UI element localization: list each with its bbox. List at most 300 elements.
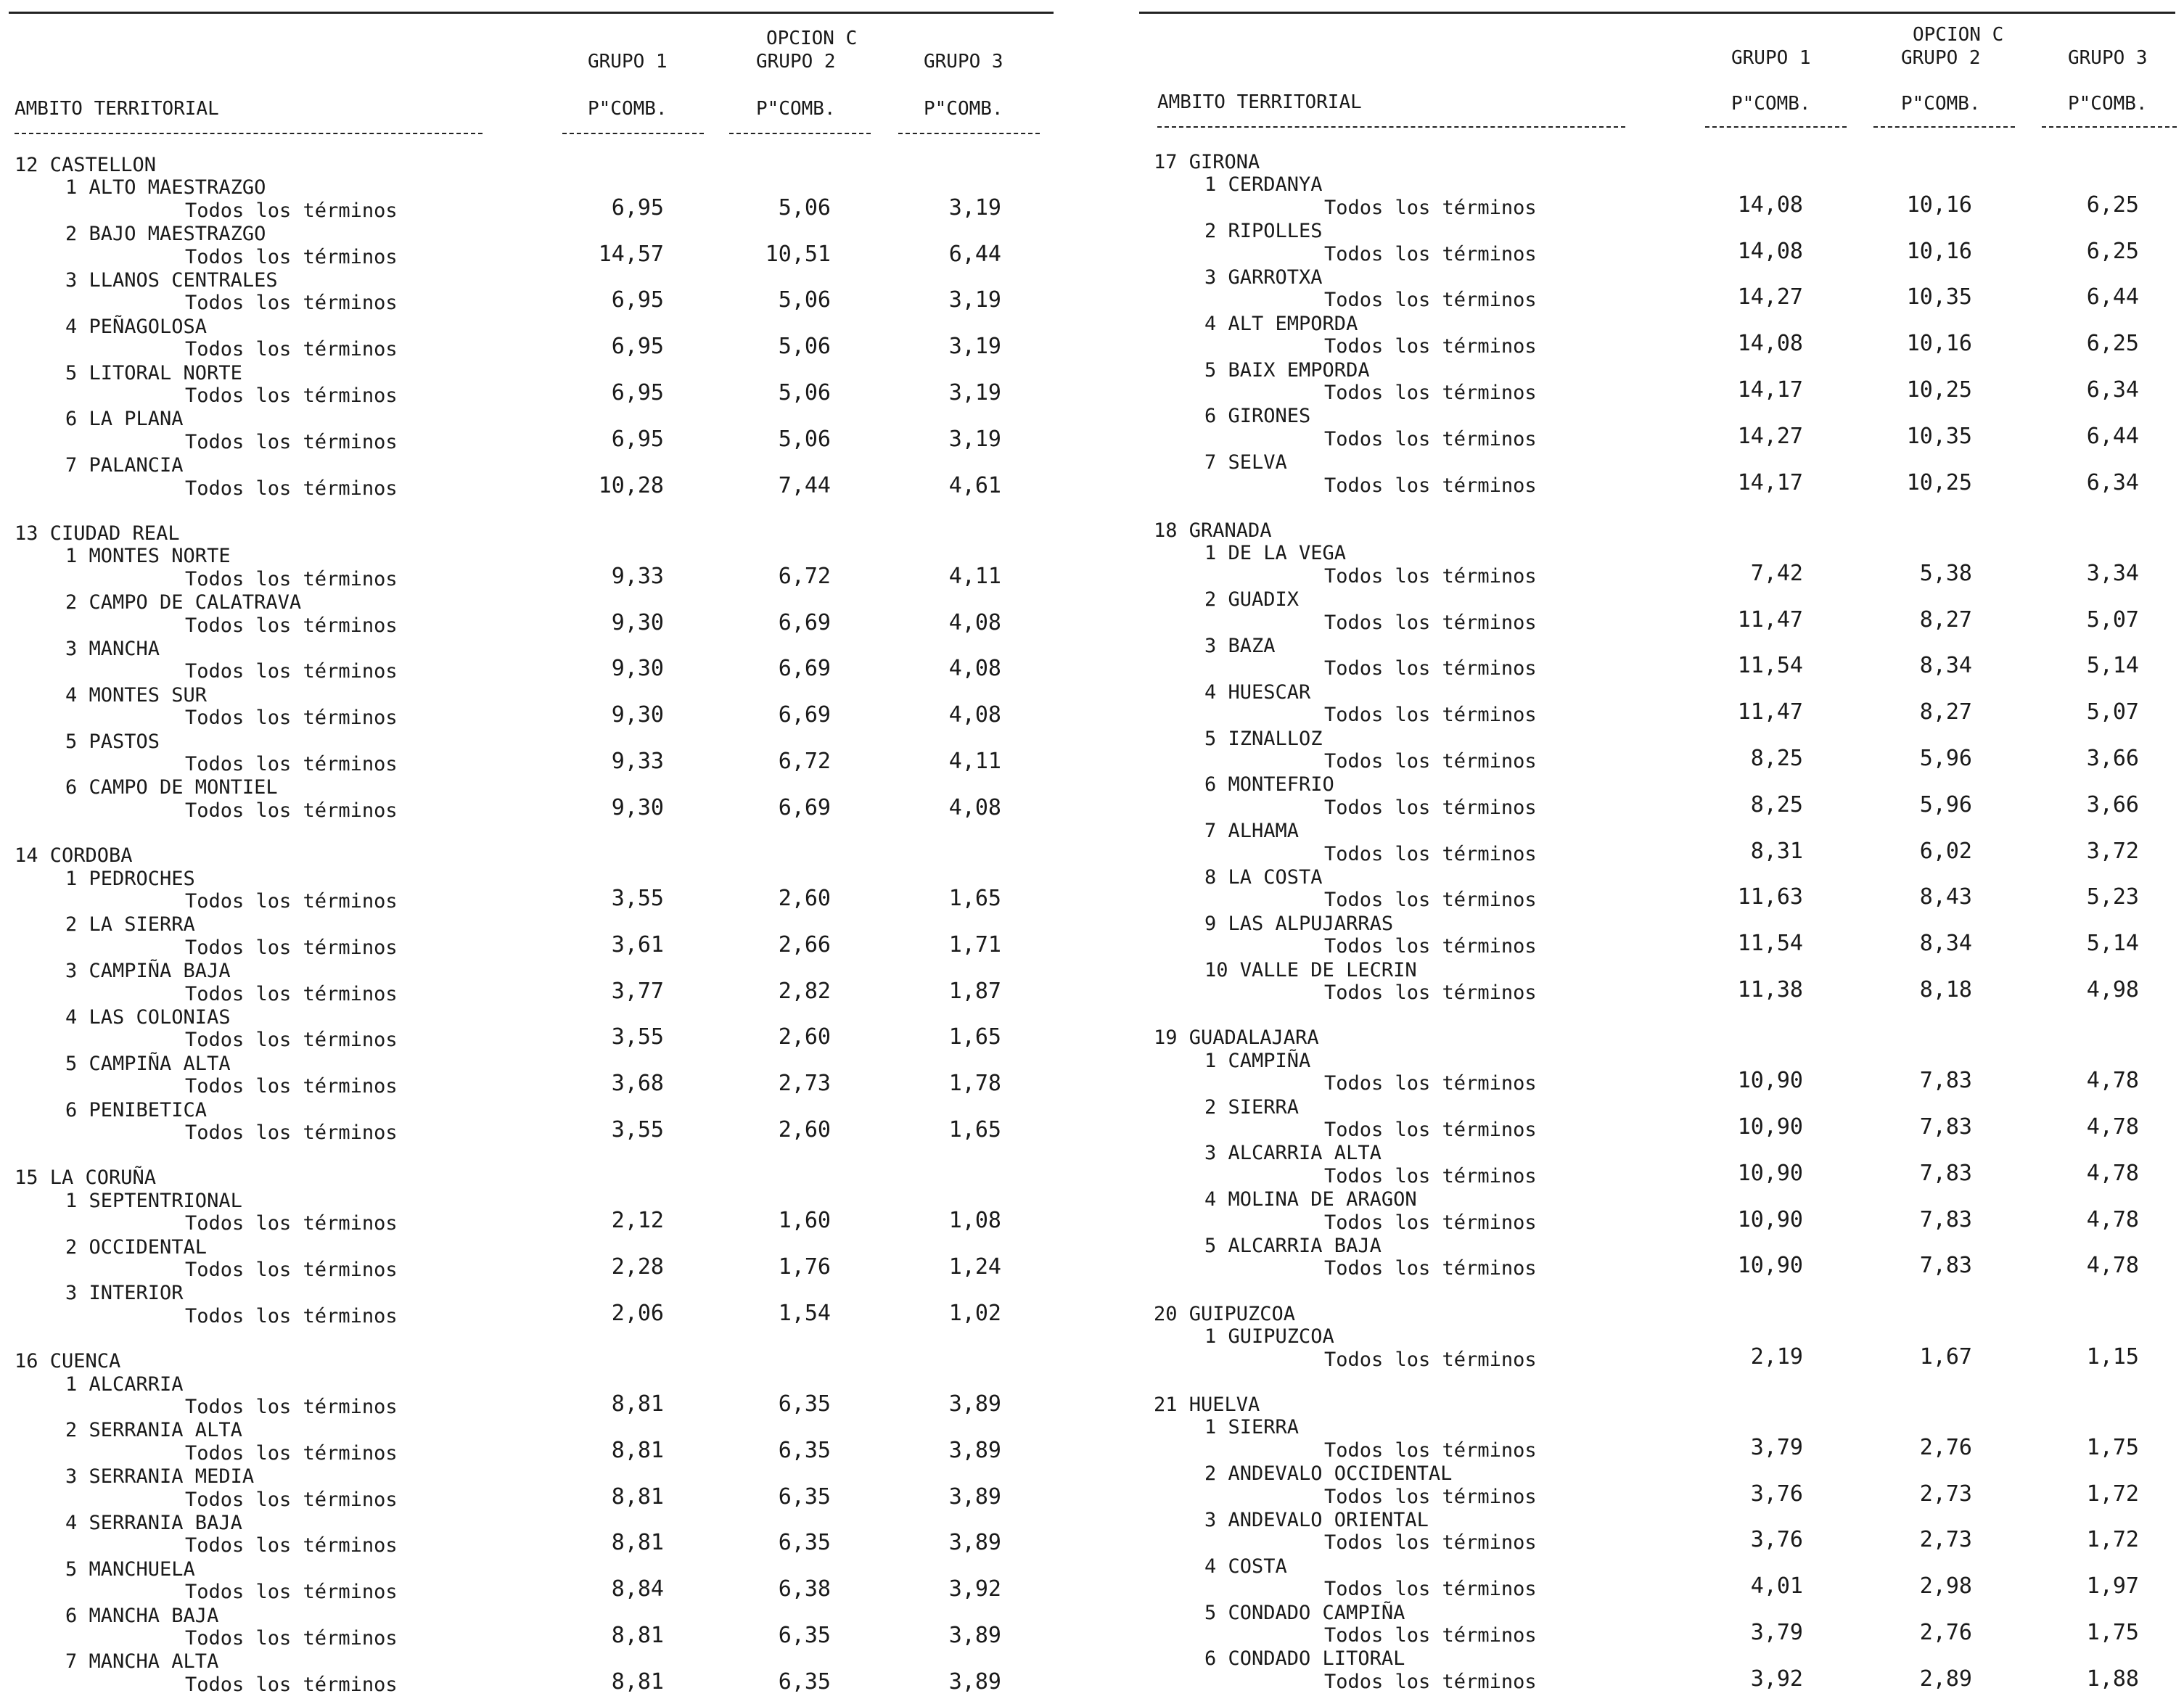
todos-label: Todos los términos — [185, 338, 398, 361]
province-heading: 13 CIUDAD REAL — [15, 522, 180, 545]
value-grupo1: 2,19 — [1750, 1343, 1803, 1370]
value-grupo1: 14,17 — [1737, 377, 1803, 403]
value-grupo2: 2,76 — [1919, 1434, 1972, 1460]
district-label: 4 PEÑAGOLOSA — [65, 315, 208, 338]
todos-label: Todos los términos — [185, 614, 398, 637]
value-grupo1: 7,42 — [1750, 560, 1803, 586]
value-grupo1: 10,90 — [1737, 1206, 1803, 1232]
value-grupo1: 11,38 — [1737, 977, 1803, 1003]
value-grupo1: 8,81 — [611, 1530, 664, 1556]
district-label: 5 CAMPIÑA ALTA — [65, 1052, 231, 1075]
value-grupo1: 3,55 — [611, 1024, 664, 1050]
todos-label: Todos los términos — [1324, 1257, 1537, 1280]
todos-label: Todos los términos — [185, 982, 398, 1005]
value-grupo1: 9,30 — [611, 656, 664, 682]
value-grupo3: 1,75 — [2086, 1434, 2139, 1460]
value-grupo2: 7,83 — [1919, 1206, 1972, 1232]
value-grupo3: 3,19 — [948, 287, 1001, 313]
todos-label: Todos los términos — [1324, 1531, 1537, 1555]
value-grupo3: 3,89 — [948, 1391, 1001, 1417]
value-grupo3: 3,66 — [2086, 746, 2139, 771]
todos-label: Todos los términos — [185, 1304, 398, 1327]
value-grupo2: 2,82 — [778, 978, 831, 1004]
value-grupo2: 10,35 — [1906, 284, 1972, 310]
value-grupo2: 2,60 — [778, 1024, 831, 1050]
district-label: 3 BAZA — [1204, 635, 1276, 657]
value-grupo2: 6,02 — [1919, 838, 1972, 864]
todos-label: Todos los términos — [1324, 1348, 1537, 1371]
value-grupo2: 10,16 — [1906, 331, 1972, 357]
value-grupo1: 9,30 — [611, 609, 664, 635]
value-grupo1: 10,90 — [1737, 1160, 1803, 1186]
value-grupo1: 8,81 — [611, 1623, 664, 1648]
value-grupo3: 3,89 — [948, 1530, 1001, 1556]
value-grupo3: 4,78 — [2086, 1206, 2139, 1232]
pcomb2-header: P"COMB. — [756, 98, 836, 120]
district-label: 8 LA COSTA — [1204, 866, 1323, 889]
district-label: 5 MANCHUELA — [65, 1557, 195, 1581]
value-grupo1: 11,47 — [1737, 699, 1803, 725]
value-grupo3: 5,23 — [2086, 884, 2139, 910]
district-label: 4 COSTA — [1204, 1555, 1287, 1578]
value-grupo1: 11,47 — [1737, 606, 1803, 633]
province-heading: 15 LA CORUÑA — [15, 1166, 157, 1190]
district-label: 1 MONTES NORTE — [65, 545, 231, 568]
value-grupo2: 6,69 — [778, 656, 831, 682]
value-grupo3: 3,89 — [948, 1437, 1001, 1463]
value-grupo1: 3,77 — [611, 978, 664, 1004]
todos-label: Todos los términos — [185, 1488, 398, 1511]
value-grupo1: 14,08 — [1737, 331, 1803, 357]
province-heading: 12 CASTELLON — [15, 154, 157, 176]
value-grupo1: 6,95 — [611, 380, 664, 406]
grupo3-header: GRUPO 3 — [2068, 47, 2148, 69]
value-grupo1: 9,30 — [611, 702, 664, 728]
todos-label: Todos los términos — [185, 1259, 398, 1281]
district-label: 1 ALCARRIA — [65, 1372, 184, 1396]
value-grupo3: 1,72 — [2086, 1527, 2139, 1553]
value-grupo1: 14,17 — [1737, 469, 1803, 495]
district-label: 6 PENIBETICA — [65, 1098, 208, 1121]
district-label: 5 IZNALLOZ — [1204, 727, 1323, 750]
todos-label: Todos los términos — [1324, 289, 1537, 312]
todos-label: Todos los términos — [1324, 1438, 1537, 1462]
district-label: 7 ALHAMA — [1204, 820, 1300, 843]
value-grupo3: 6,25 — [2086, 238, 2139, 264]
district-label: 7 MANCHA ALTA — [65, 1650, 219, 1674]
value-grupo3: 5,14 — [2086, 931, 2139, 957]
value-grupo3: 1,75 — [2086, 1620, 2139, 1645]
g3-underline — [898, 133, 1040, 134]
district-label: 5 LITORAL NORTE — [65, 361, 242, 384]
province-heading: 17 GIRONA — [1154, 151, 1260, 173]
todos-label: Todos los términos — [1324, 335, 1537, 358]
value-grupo1: 11,63 — [1737, 884, 1803, 910]
value-grupo1: 10,90 — [1737, 1114, 1803, 1140]
grupo1-header: GRUPO 1 — [588, 51, 668, 73]
value-grupo2: 2,89 — [1919, 1666, 1972, 1692]
todos-label: Todos los términos — [185, 384, 398, 407]
left-column — [15, 0, 1059, 1696]
value-grupo2: 5,06 — [778, 287, 831, 313]
value-grupo1: 4,01 — [1750, 1573, 1803, 1600]
value-grupo1: 14,57 — [598, 241, 664, 267]
district-label: 7 SELVA — [1204, 451, 1287, 474]
value-grupo3: 3,89 — [948, 1483, 1001, 1510]
pcomb1-header: P"COMB. — [588, 98, 668, 120]
todos-label: Todos los términos — [185, 1212, 398, 1235]
todos-label: Todos los términos — [1324, 1670, 1537, 1693]
value-grupo3: 1,88 — [2086, 1666, 2139, 1692]
todos-label: Todos los términos — [185, 1673, 398, 1696]
district-label: 6 CONDADO LITORAL — [1204, 1647, 1405, 1671]
value-grupo3: 4,78 — [2086, 1160, 2139, 1186]
value-grupo3: 5,07 — [2086, 606, 2139, 633]
value-grupo3: 4,11 — [948, 749, 1001, 774]
province-heading: 14 CORDOBA — [15, 844, 133, 868]
value-grupo2: 5,06 — [778, 334, 831, 360]
district-label: 6 MONTEFRIO — [1204, 773, 1334, 796]
value-grupo2: 7,44 — [778, 472, 831, 498]
todos-label: Todos los términos — [185, 753, 398, 775]
district-label: 4 HUESCAR — [1204, 680, 1311, 704]
value-grupo3: 6,25 — [2086, 192, 2139, 218]
todos-label: Todos los términos — [1324, 1164, 1537, 1187]
value-grupo2: 10,35 — [1906, 423, 1972, 449]
value-grupo3: 1,65 — [948, 1117, 1001, 1143]
value-grupo2: 1,67 — [1919, 1343, 1972, 1370]
district-label: 4 ALT EMPORDA — [1204, 312, 1358, 335]
value-grupo3: 6,44 — [2086, 284, 2139, 310]
todos-label: Todos los términos — [185, 707, 398, 730]
value-grupo2: 1,76 — [778, 1254, 831, 1280]
value-grupo2: 5,38 — [1919, 560, 1972, 586]
todos-label: Todos los términos — [1324, 981, 1537, 1004]
value-grupo1: 10,90 — [1737, 1068, 1803, 1094]
value-grupo3: 4,11 — [948, 563, 1001, 589]
pcomb1-header: P"COMB. — [1731, 93, 1811, 115]
value-grupo2: 2,73 — [1919, 1481, 1972, 1507]
todos-label: Todos los términos — [185, 1534, 398, 1557]
district-label: 6 LA PLANA — [65, 408, 184, 431]
value-grupo3: 3,92 — [948, 1576, 1001, 1602]
value-grupo2: 2,76 — [1919, 1620, 1972, 1645]
todos-label: Todos los términos — [1324, 564, 1537, 588]
value-grupo2: 5,96 — [1919, 746, 1972, 771]
value-grupo3: 6,25 — [2086, 331, 2139, 357]
ambito-underline — [1157, 126, 1625, 128]
value-grupo1: 2,28 — [611, 1254, 664, 1280]
todos-label: Todos los términos — [1324, 427, 1537, 450]
todos-label: Todos los términos — [1324, 611, 1537, 634]
value-grupo3: 4,98 — [2086, 977, 2139, 1003]
todos-label: Todos los términos — [1324, 935, 1537, 958]
g2-underline — [729, 133, 871, 134]
district-label: 3 MANCHA — [65, 638, 160, 660]
value-grupo2: 2,66 — [778, 931, 831, 958]
pcomb3-header: P"COMB. — [2068, 93, 2148, 115]
todos-label: Todos los términos — [1324, 1072, 1537, 1095]
opcion-header: OPCION C — [766, 28, 858, 49]
todos-label: Todos los términos — [185, 1581, 398, 1604]
todos-label: Todos los términos — [185, 1029, 398, 1052]
value-grupo2: 6,35 — [778, 1391, 831, 1417]
g2-underline — [1873, 126, 2015, 128]
value-grupo1: 8,84 — [611, 1576, 664, 1602]
grupo1-header: GRUPO 1 — [1731, 47, 1811, 69]
district-label: 1 CERDANYA — [1204, 173, 1323, 197]
ambito-underline — [15, 133, 483, 134]
value-grupo2: 8,27 — [1919, 699, 1972, 725]
value-grupo1: 9,30 — [611, 794, 664, 820]
value-grupo1: 6,95 — [611, 194, 664, 221]
value-grupo2: 6,35 — [778, 1623, 831, 1648]
province-heading: 19 GUADALAJARA — [1154, 1026, 1319, 1050]
district-label: 2 SIERRA — [1204, 1095, 1300, 1119]
todos-label: Todos los términos — [185, 245, 398, 268]
value-grupo1: 3,76 — [1750, 1481, 1803, 1507]
todos-label: Todos los términos — [185, 567, 398, 590]
district-label: 2 OCCIDENTAL — [65, 1235, 208, 1259]
value-grupo3: 3,34 — [2086, 560, 2139, 586]
value-grupo3: 1,78 — [948, 1071, 1001, 1097]
grupo3-header: GRUPO 3 — [924, 51, 1003, 73]
value-grupo1: 3,92 — [1750, 1666, 1803, 1692]
todos-label: Todos los términos — [185, 430, 398, 453]
pcomb2-header: P"COMB. — [1901, 93, 1981, 115]
value-grupo1: 14,27 — [1737, 284, 1803, 310]
value-grupo1: 10,90 — [1737, 1253, 1803, 1279]
district-label: 2 BAJO MAESTRAZGO — [65, 223, 266, 246]
value-grupo1: 3,55 — [611, 1117, 664, 1143]
value-grupo2: 2,73 — [778, 1071, 831, 1097]
value-grupo3: 1,65 — [948, 886, 1001, 911]
value-grupo1: 3,79 — [1750, 1434, 1803, 1460]
value-grupo1: 8,31 — [1750, 838, 1803, 864]
district-label: 1 CAMPIÑA — [1204, 1049, 1311, 1072]
todos-label: Todos los términos — [1324, 1578, 1537, 1601]
district-label: 1 PEDROCHES — [65, 867, 195, 890]
todos-label: Todos los términos — [1324, 196, 1537, 219]
todos-label: Todos los términos — [185, 1396, 398, 1418]
district-label: 1 DE LA VEGA — [1204, 542, 1347, 565]
todos-label: Todos los términos — [1324, 750, 1537, 773]
todos-label: Todos los términos — [1324, 704, 1537, 727]
todos-label: Todos los términos — [185, 199, 398, 222]
value-grupo3: 5,14 — [2086, 653, 2139, 679]
value-grupo1: 2,06 — [611, 1300, 664, 1326]
province-heading: 20 GUIPUZCOA — [1154, 1302, 1296, 1325]
value-grupo3: 6,34 — [2086, 377, 2139, 403]
value-grupo2: 7,83 — [1919, 1160, 1972, 1186]
grupo2-header: GRUPO 2 — [756, 51, 836, 73]
value-grupo1: 3,61 — [611, 931, 664, 958]
value-grupo2: 8,18 — [1919, 977, 1972, 1003]
value-grupo2: 7,83 — [1919, 1114, 1972, 1140]
district-label: 7 PALANCIA — [65, 454, 184, 477]
value-grupo2: 8,27 — [1919, 606, 1972, 633]
district-label: 1 ALTO MAESTRAZGO — [65, 176, 266, 199]
value-grupo1: 8,81 — [611, 1391, 664, 1417]
value-grupo2: 6,69 — [778, 609, 831, 635]
district-label: 5 BAIX EMPORDA — [1204, 358, 1370, 382]
value-grupo2: 6,35 — [778, 1668, 831, 1695]
province-heading: 21 HUELVA — [1154, 1394, 1260, 1416]
district-label: 9 LAS ALPUJARRAS — [1204, 912, 1394, 935]
todos-label: Todos los términos — [185, 1627, 398, 1650]
district-label: 3 SERRANIA MEDIA — [65, 1465, 255, 1489]
district-label: 2 ANDEVALO OCCIDENTAL — [1204, 1462, 1453, 1486]
value-grupo3: 4,08 — [948, 702, 1001, 728]
value-grupo1: 8,25 — [1750, 746, 1803, 771]
district-label: 2 SERRANIA ALTA — [65, 1419, 242, 1442]
district-label: 10 VALLE DE LECRIN — [1204, 958, 1417, 981]
value-grupo2: 7,83 — [1919, 1253, 1972, 1279]
district-label: 3 GARROTXA — [1204, 266, 1323, 289]
district-label: 3 CAMPIÑA BAJA — [65, 960, 231, 983]
value-grupo2: 10,25 — [1906, 377, 1972, 403]
district-label: 1 SIERRA — [1204, 1416, 1300, 1439]
todos-label: Todos los términos — [1324, 474, 1537, 497]
value-grupo1: 14,27 — [1737, 423, 1803, 449]
todos-label: Todos los términos — [1324, 889, 1537, 912]
district-label: 3 ANDEVALO ORIENTAL — [1204, 1509, 1429, 1531]
district-label: 6 GIRONES — [1204, 405, 1311, 428]
value-grupo2: 10,16 — [1906, 192, 1972, 218]
district-label: 5 ALCARRIA BAJA — [1204, 1235, 1382, 1257]
g1-underline — [562, 133, 704, 134]
district-label: 2 LA SIERRA — [65, 913, 195, 936]
value-grupo2: 6,72 — [778, 563, 831, 589]
value-grupo1: 8,81 — [611, 1483, 664, 1510]
value-grupo2: 6,38 — [778, 1576, 831, 1602]
value-grupo2: 10,51 — [765, 241, 831, 267]
todos-label: Todos los términos — [185, 936, 398, 959]
value-grupo3: 1,65 — [948, 1024, 1001, 1050]
value-grupo3: 3,19 — [948, 380, 1001, 406]
value-grupo3: 3,19 — [948, 334, 1001, 360]
district-label: 3 INTERIOR — [65, 1282, 184, 1305]
todos-label: Todos los términos — [185, 890, 398, 913]
todos-label: Todos los términos — [185, 1121, 398, 1144]
value-grupo2: 8,34 — [1919, 653, 1972, 679]
district-label: 1 GUIPUZCOA — [1204, 1325, 1334, 1349]
top-rule — [9, 12, 1054, 14]
value-grupo1: 10,28 — [598, 472, 664, 498]
district-label: 4 SERRANIA BAJA — [65, 1512, 242, 1534]
ambito-header: AMBITO TERRITORIAL — [1157, 91, 1362, 113]
value-grupo1: 9,33 — [611, 563, 664, 589]
district-label: 6 MANCHA BAJA — [65, 1604, 219, 1627]
todos-label: Todos los términos — [1324, 1211, 1537, 1234]
value-grupo3: 3,66 — [2086, 791, 2139, 818]
district-label: 2 GUADIX — [1204, 588, 1300, 612]
district-label: 4 LAS COLONIAS — [65, 1006, 231, 1029]
value-grupo3: 1,72 — [2086, 1481, 2139, 1507]
value-grupo1: 3,55 — [611, 886, 664, 911]
todos-label: Todos los términos — [185, 292, 398, 315]
value-grupo2: 2,73 — [1919, 1527, 1972, 1553]
value-grupo2: 5,06 — [778, 380, 831, 406]
todos-label: Todos los términos — [1324, 796, 1537, 819]
todos-label: Todos los términos — [1324, 1624, 1537, 1647]
value-grupo3: 4,78 — [2086, 1253, 2139, 1279]
value-grupo3: 3,89 — [948, 1668, 1001, 1695]
value-grupo2: 5,96 — [1919, 791, 1972, 818]
todos-label: Todos los términos — [185, 1441, 398, 1465]
value-grupo3: 4,78 — [2086, 1068, 2139, 1094]
value-grupo3: 1,87 — [948, 978, 1001, 1004]
value-grupo1: 3,79 — [1750, 1620, 1803, 1645]
g3-underline — [2042, 126, 2177, 128]
value-grupo2: 8,34 — [1919, 931, 1972, 957]
value-grupo2: 5,06 — [778, 426, 831, 452]
right-column — [1139, 0, 2177, 1692]
value-grupo3: 3,19 — [948, 194, 1001, 221]
value-grupo3: 4,08 — [948, 609, 1001, 635]
value-grupo2: 6,72 — [778, 749, 831, 774]
value-grupo1: 3,68 — [611, 1071, 664, 1097]
district-label: 5 PASTOS — [65, 730, 160, 753]
province-heading: 18 GRANADA — [1154, 519, 1272, 542]
value-grupo2: 7,83 — [1919, 1068, 1972, 1094]
value-grupo3: 1,15 — [2086, 1343, 2139, 1370]
value-grupo3: 3,72 — [2086, 838, 2139, 864]
value-grupo3: 1,08 — [948, 1208, 1001, 1234]
district-label: 5 CONDADO CAMPIÑA — [1204, 1601, 1405, 1624]
value-grupo3: 6,44 — [948, 241, 1001, 267]
value-grupo3: 3,89 — [948, 1623, 1001, 1648]
pcomb3-header: P"COMB. — [924, 98, 1003, 120]
value-grupo1: 14,08 — [1737, 238, 1803, 264]
todos-label: Todos los términos — [1324, 842, 1537, 865]
value-grupo3: 4,61 — [948, 472, 1001, 498]
value-grupo3: 5,07 — [2086, 699, 2139, 725]
value-grupo3: 4,08 — [948, 794, 1001, 820]
top-rule — [1139, 12, 2175, 14]
value-grupo3: 1,24 — [948, 1254, 1001, 1280]
todos-label: Todos los términos — [185, 799, 398, 822]
value-grupo2: 10,16 — [1906, 238, 1972, 264]
value-grupo3: 1,02 — [948, 1300, 1001, 1326]
opcion-header: OPCION C — [1913, 24, 2004, 46]
value-grupo1: 14,08 — [1737, 192, 1803, 218]
todos-label: Todos los términos — [185, 477, 398, 500]
value-grupo2: 8,43 — [1919, 884, 1972, 910]
value-grupo2: 6,35 — [778, 1437, 831, 1463]
value-grupo2: 1,54 — [778, 1300, 831, 1326]
value-grupo2: 2,98 — [1919, 1573, 1972, 1600]
value-grupo1: 3,76 — [1750, 1527, 1803, 1553]
value-grupo1: 8,81 — [611, 1437, 664, 1463]
todos-label: Todos los términos — [1324, 1119, 1537, 1141]
district-label: 2 CAMPO DE CALATRAVA — [65, 591, 302, 614]
value-grupo1: 9,33 — [611, 749, 664, 774]
value-grupo3: 3,19 — [948, 426, 1001, 452]
value-grupo1: 8,81 — [611, 1668, 664, 1695]
todos-label: Todos los términos — [1324, 382, 1537, 404]
value-grupo2: 1,60 — [778, 1208, 831, 1234]
grupo2-header: GRUPO 2 — [1901, 47, 1981, 69]
district-label: 3 LLANOS CENTRALES — [65, 269, 278, 292]
district-label: 2 RIPOLLES — [1204, 220, 1323, 243]
district-label: 4 MOLINA DE ARAGON — [1204, 1188, 1417, 1211]
value-grupo3: 6,34 — [2086, 469, 2139, 495]
value-grupo3: 6,44 — [2086, 423, 2139, 449]
province-heading: 16 CUENCA — [15, 1350, 121, 1373]
value-grupo2: 6,69 — [778, 702, 831, 728]
value-grupo2: 2,60 — [778, 886, 831, 911]
